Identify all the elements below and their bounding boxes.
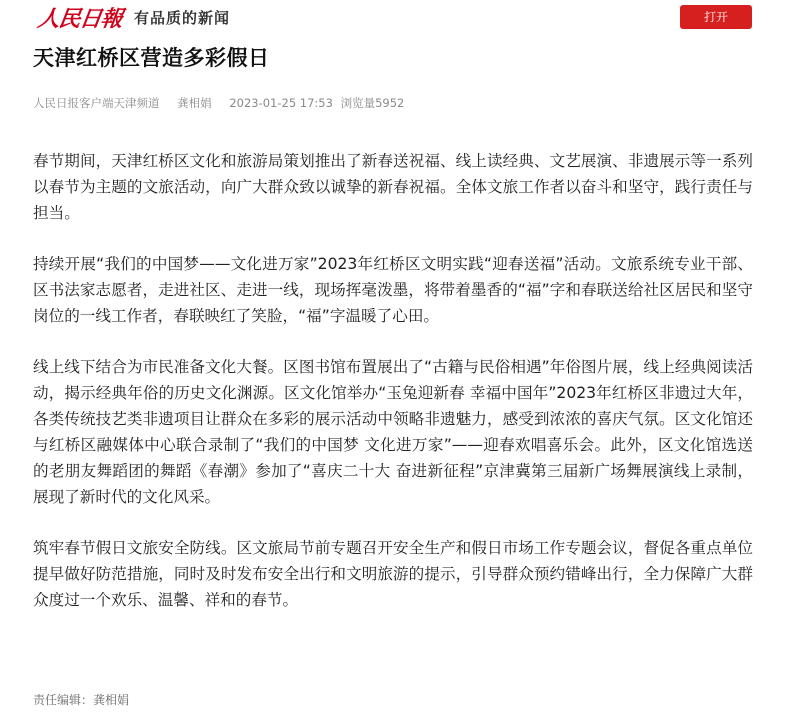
article-source[interactable]: 人民日报客户端天津频道: [33, 96, 160, 110]
article-author: 龚相娟: [177, 96, 212, 110]
top-bar: [0, 0, 798, 36]
article-paragraph: 持续开展“我们的中国梦——文化进万家”2023年红桥区文明实践“迎春送福”活动。文旅系统专业干部、区书法家志愿者，走进社区、走进一线，现场挥毫泼墨，将带着墨香的“福”字和春联送给社区居民和坚守岗位的一线工作者，春联映红了笑脸，“福”字温暖了心田。: [33, 255, 753, 325]
article-paragraph: 线上线下结合为市民准备文化大餐。区图书馆布置展出了“古籍与民俗相遇”年俗图片展，线上经典阅读活动，揭示经典年俗的历史文化渊源。区文化馆举办“玉兔迎新春 幸福中国年”2023年红桥区非遗过大年，各类传统技艺类非遗项目让群众在多彩的展示活动中领略非遗魅力，感受到浓浓的喜庆气氛。区文化馆还与红桥区融媒体中心联合录制了“我们的中国梦 文化进万家”——迎春欢唱喜乐会。此外，区文化馆选送的老朋友舞蹈团的舞蹈《春潮》参加了“喜庆二十大 奋进新征程”京津冀第三届新广场舞展演线上录制，展现了新时代的文化风采。: [33, 358, 753, 506]
logo[interactable]: [35, 2, 231, 32]
logo-mark: 人民日報: [35, 5, 124, 32]
article-paragraph: 筑牢春节假日文旅安全防线。区文旅局节前专题召开安全生产和假日市场工作专题会议，督促各重点单位提早做好防范措施，同时及时发布安全出行和文明旅游的提示，引导群众预约错峰出行，全力保障广大群众度过一个欢乐、温馨、祥和的春节。: [33, 539, 753, 609]
article-meta: [33, 95, 414, 111]
article-views: 浏览量5952: [340, 96, 405, 110]
article-paragraph: 春节期间，天津红桥区文化和旅游局策划推出了新春送祝福、线上读经典、文艺展演、非遗展示等一系列以春节为主题的文旅活动，向广大群众致以诚挚的新春祝福。全体文旅工作者以奋斗和坚守，践行责任与担当。: [33, 152, 753, 222]
responsible-editor: 责任编辑：龚相娟: [33, 693, 130, 707]
open-app-button[interactable]: 打开: [680, 5, 752, 29]
article-time: 2023-01-25 17:53: [229, 96, 333, 110]
article-title: 天津红桥区营造多彩假日: [33, 46, 270, 70]
article-body: [33, 148, 753, 638]
slogan: 有品质的新闻: [134, 8, 231, 27]
